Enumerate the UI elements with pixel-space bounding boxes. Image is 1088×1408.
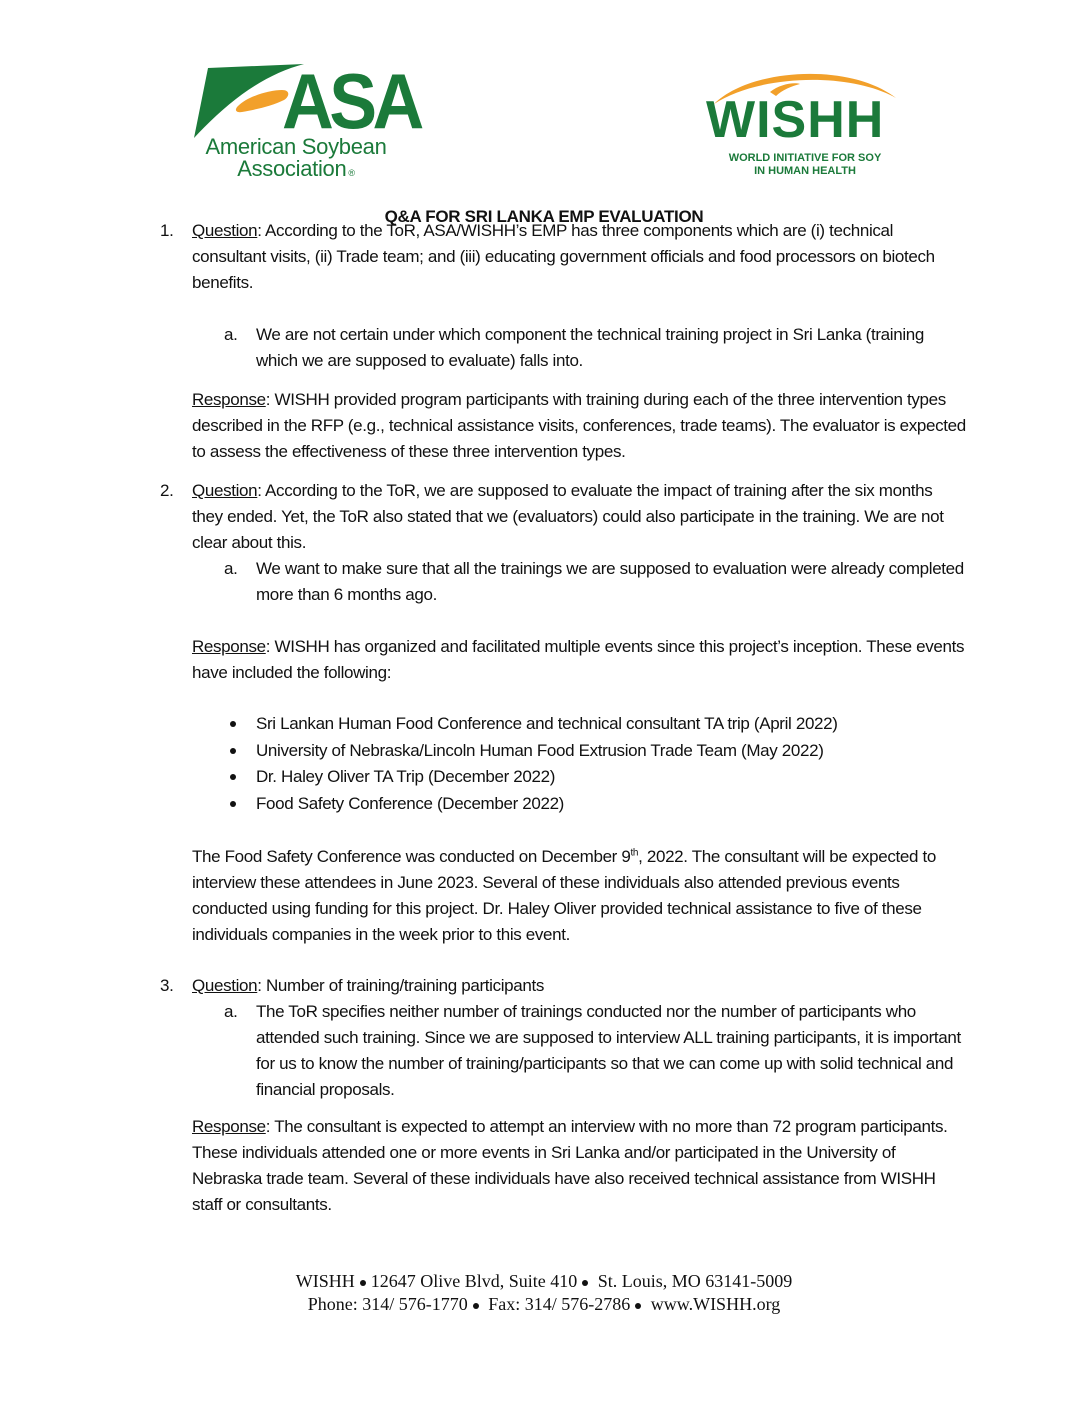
wishh-tagline: [700, 152, 910, 178]
wishh-logo: [700, 62, 910, 177]
response-label: Response: [192, 637, 266, 656]
sub-text: We want to make sure that all the trainings we are supposed to evaluation were already completed more than 6 months ago.: [256, 559, 964, 604]
asa-name-line1: American Soybean: [205, 134, 387, 159]
page-footer: [0, 1270, 1088, 1316]
footer-address: 12647 Olive Blvd, Suite 410: [370, 1271, 578, 1291]
footer-fax: Fax: 314/ 576-2786: [488, 1294, 631, 1314]
footer-contact-line: [0, 1293, 1088, 1316]
wishh-tagline-line2: IN HUMAN HEALTH: [754, 165, 856, 177]
event-item: University of Nebraska/Lincoln Human Food Extrusion Trade Team (May 2022): [256, 738, 968, 765]
response-label: Response: [192, 390, 266, 409]
sub-letter: a.: [224, 325, 238, 344]
question-2: [160, 478, 967, 556]
asa-full-name: [186, 136, 406, 184]
bullet-separator-icon: [473, 1303, 479, 1309]
question-text: : According to the ToR, ASA/WISHH’s EMP has three components which are (i) technical consultant visits, (ii) Trade team; and (iii) educating government officials and food processors on biotech benefits.: [192, 221, 935, 292]
response-1: [192, 387, 967, 465]
response-text: : WISHH provided program participants with training during each of the three intervention types described in the RFP (e.g., technical assistance visits, conferences, trade teams). The evaluator is expected to assess the effectiveness of these three intervention types.: [192, 390, 966, 461]
event-item: Sri Lankan Human Food Conference and technical consultant TA trip (April 2022): [256, 711, 968, 738]
followup-text-end: , 2022. The consultant will be expected to interview these attendees in June 2023. Several of these individuals also attended previous events conducted using funding for this project. Dr. Haley Oliver provided technical assistance to five of these individuals companies in the week prior to this event.: [192, 847, 936, 944]
footer-org: WISHH: [295, 1271, 355, 1291]
sub-text: We are not certain under which component the technical training project in Sri Lanka (training which we are supposed to evaluate) falls into.: [256, 325, 924, 370]
bullet-separator-icon: [635, 1303, 641, 1309]
footer-website-link[interactable]: www.WISHH.org: [650, 1294, 781, 1314]
question-1-subpoint: [224, 322, 968, 374]
footer-address-line: [0, 1270, 1088, 1293]
question-1: [160, 218, 967, 296]
question-3-subpoint: [224, 999, 968, 1103]
question-label: Question: [192, 221, 258, 240]
event-item: Food Safety Conference (December 2022): [256, 791, 968, 818]
response-text: : The consultant is expected to attempt an interview with no more than 72 program participants. These individuals attended one or more events in Sri Lanka and/or participated in the University of Nebraska trade team. Several of these individuals have also received technical assistance from WISHH staff or consultants.: [192, 1117, 948, 1214]
response-2: [192, 634, 967, 686]
asa-wordmark: ASA: [282, 57, 420, 145]
asa-logo: [186, 57, 420, 185]
bullet-separator-icon: [582, 1280, 588, 1286]
item-number: 3.: [160, 976, 174, 995]
response-label: Response: [192, 1117, 266, 1136]
document-title: Q&A FOR SRI LANKA EMP EVALUATION: [384, 207, 704, 226]
events-list: [256, 711, 968, 817]
question-label: Question: [192, 481, 258, 500]
item-number: 1.: [160, 221, 174, 240]
sub-text: The ToR specifies neither number of trainings conducted nor the number of participants who attended such training. Since we are supposed to interview ALL training participants, it is important for us to know the number of training/participants so that we can come up with solid technical and financial proposals.: [256, 1002, 961, 1099]
response-3: [192, 1114, 967, 1218]
sub-letter: a.: [224, 559, 238, 578]
question-text: : Number of training/training participants: [257, 976, 544, 995]
asa-name-line2: Association: [237, 156, 347, 181]
footer-phone: Phone: 314/ 576-1770: [307, 1294, 468, 1314]
wishh-tagline-line1: WORLD INITIATIVE FOR SOY: [728, 152, 882, 164]
question-3: [160, 973, 967, 999]
question-label: Question: [192, 976, 258, 995]
question-2-subpoint: [224, 556, 968, 608]
wishh-wordmark: WISHH: [706, 91, 885, 149]
question-text: : According to the ToR, we are supposed to evaluate the impact of training after the six months they ended. Yet, the ToR also stated that we (evaluators) could also participate in the training. We are not clear about this.: [192, 481, 944, 552]
item-number: 2.: [160, 481, 174, 500]
ordinal-suffix: th: [630, 847, 639, 859]
followup-text-start: The Food Safety Conference was conducted on December 9: [192, 847, 631, 866]
event-item: Dr. Haley Oliver TA Trip (December 2022): [256, 764, 968, 791]
response-2-followup: [192, 844, 967, 948]
sub-letter: a.: [224, 1002, 238, 1021]
response-text: : WISHH has organized and facilitated multiple events since this project’s inception. These events have included the following:: [192, 637, 965, 682]
registered-mark: ®: [348, 168, 355, 178]
bullet-separator-icon: [360, 1280, 366, 1286]
footer-city: St. Louis, MO 63141-5009: [597, 1271, 793, 1291]
